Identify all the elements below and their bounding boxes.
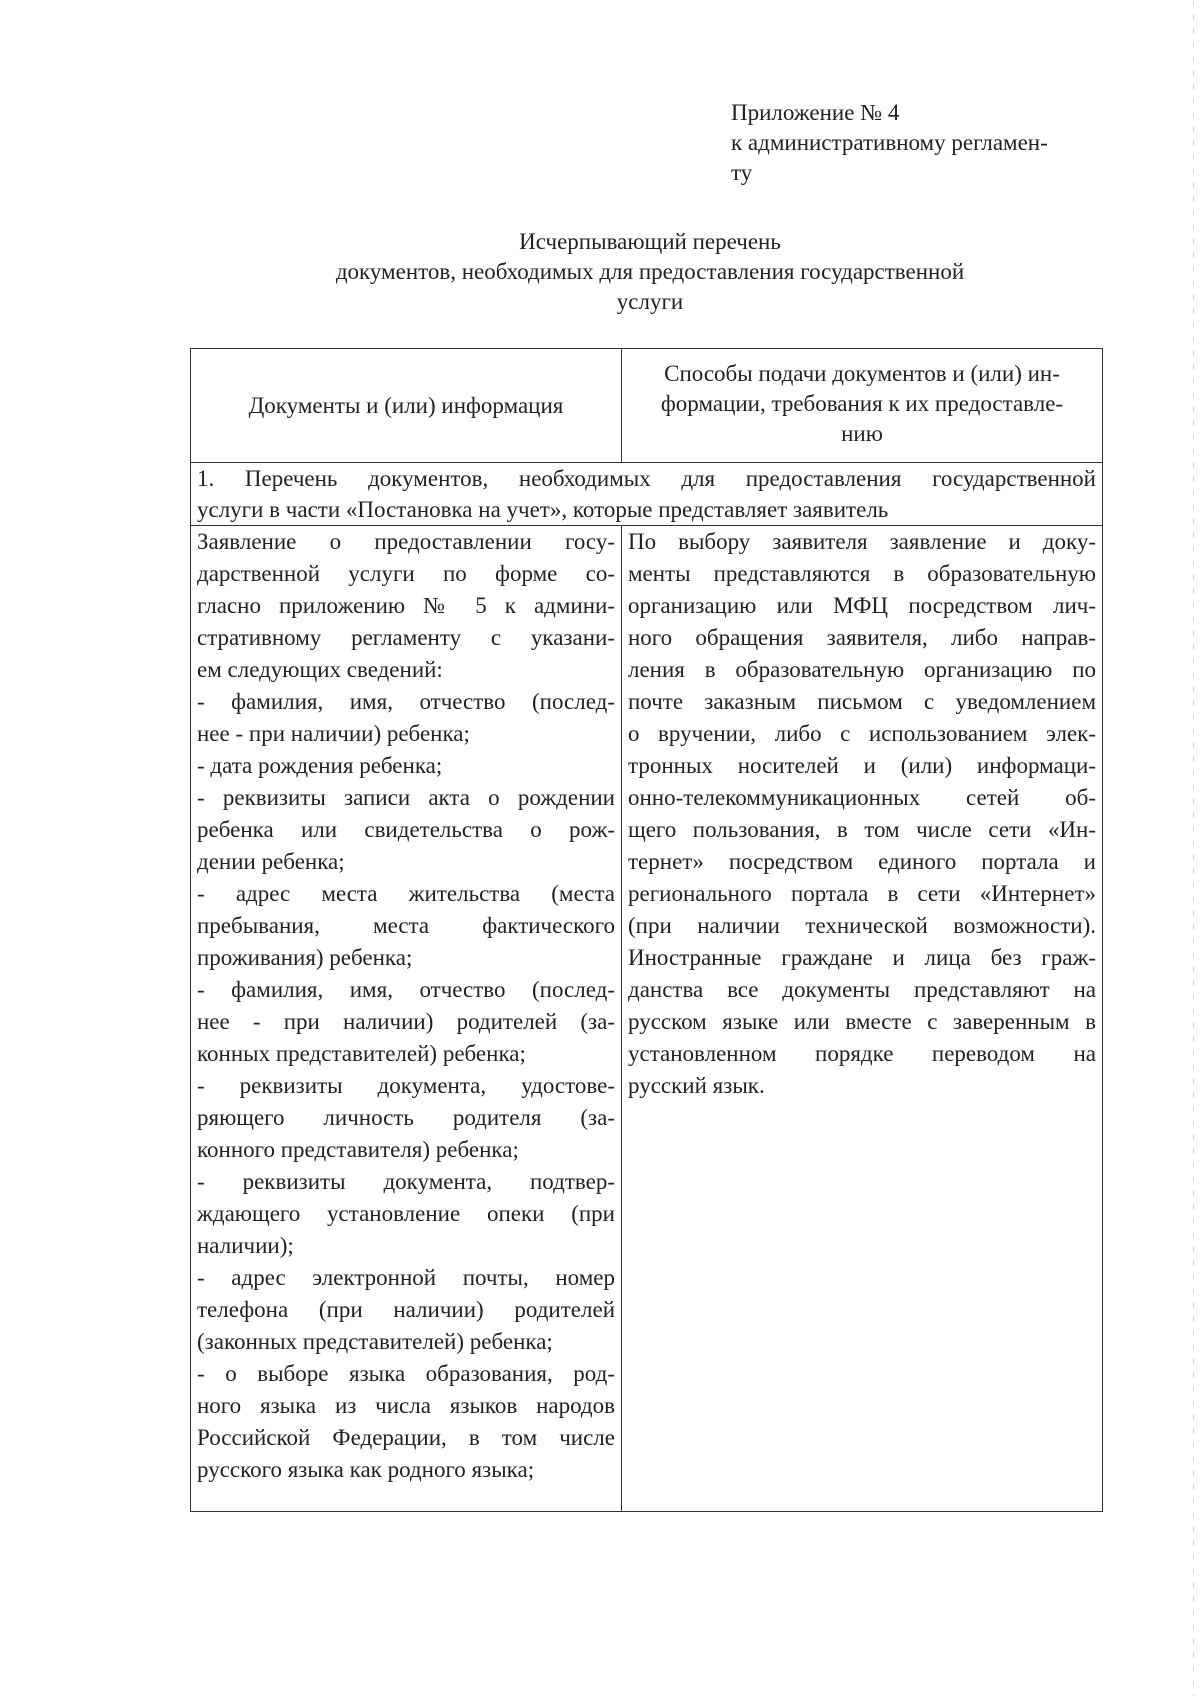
document-title [240,227,1060,317]
cell-line: нее - при наличии) ребенка; [197,721,470,746]
cell-line: ного языка из числа языков народов [197,1393,615,1418]
cell-line: ного обращения заявителя, либо направ- [628,625,1096,650]
cell-line: - реквизиты записи акта о рождении [197,785,615,810]
application-contents-cell [191,526,622,1512]
header-methods-cell [622,349,1103,463]
section-heading-cell [191,463,1103,526]
cell-line: пребывания, места фактического [197,913,615,938]
cell-line: нее - при наличии) родителей (за- [197,1009,615,1034]
cell-line: онно-телекоммуникационных сетей об- [628,785,1096,810]
cell-line: - фамилия, имя, отчество (послед- [197,977,615,1002]
cell-line: щего пользования, в том числе сети «Ин- [628,817,1096,842]
title-line-1: Исчерпывающий перечень [519,229,781,254]
section-heading-row [191,463,1103,526]
cell-line: - адрес места жительства (места [197,881,615,906]
cell-line: ждающего установление опеки (при [197,1201,615,1226]
cell-line: Иностранные граждане и лица без граж- [628,945,1096,970]
cell-line: - реквизиты документа, удостове- [197,1073,615,1098]
title-line-3: услуги [616,289,684,314]
submission-methods-cell [622,526,1103,1512]
cell-line: ления в образовательную организацию по [628,657,1096,682]
cell-line: гласно приложению № 5 к админи- [197,593,615,618]
cell-line: (при наличии технической возможности). [628,913,1096,938]
cell-line: - о выборе языка образования, род- [197,1361,615,1386]
cell-line: стративному регламенту с указани- [197,625,615,650]
cell-line: менты представляются в образовательную [628,561,1096,586]
cell-line: По выбору заявителя заявление и доку- [628,529,1096,554]
cell-line: - реквизиты документа, подтвер- [197,1169,615,1194]
section-heading-line: 1. Перечень документов, необходимых для предоставления государственной [197,466,1096,491]
header-documents-cell: Документы и (или) информация [191,349,622,463]
section-heading-line: услуги в части «Постановка на учет», которые представляет заявитель [197,497,889,522]
title-line-2: документов, необходимых для предоставления государственной [335,259,965,284]
documents-table [190,348,1103,1512]
cell-line: тронных носителей и (или) информаци- [628,753,1096,778]
cell-line: дении ребенка; [197,849,345,874]
cell-line: наличии); [197,1233,294,1258]
cell-line: - дата рождения ребенка; [197,753,443,778]
cell-line: дарственной услуги по форме со- [197,561,615,586]
cell-line: Заявление о предоставлении госу- [197,529,615,554]
cell-line: регионального портала в сети «Интернет» [628,881,1096,906]
cell-line: - адрес электронной почты, номер [197,1265,615,1290]
table-header-row [191,349,1103,463]
header-methods-line: формации, требования к их предоставле- [660,391,1064,416]
cell-line: - фамилия, имя, отчество (послед- [197,689,615,714]
scan-edge-mark [1193,0,1194,1696]
cell-line: почте заказным письмом с уведомлением [628,689,1096,714]
header-methods-line: нию [841,421,883,446]
cell-line: Российской Федерации, в том числе [197,1425,615,1450]
annex-number: Приложение № 4 [731,100,900,125]
cell-line: конных представителей) ребенка; [197,1041,526,1066]
cell-line: конного представителя) ребенка; [197,1137,519,1162]
cell-line: ряющего личность родителя (за- [197,1105,615,1130]
cell-line: о вручении, либо с использованием элек- [628,721,1096,746]
annex-reference [731,98,1111,188]
table-row [191,526,1103,1512]
cell-line: данства все документы представляют на [628,977,1096,1002]
cell-line: телефона (при наличии) родителей [197,1297,615,1322]
cell-line: ребенка или свидетельства о рож- [197,817,615,842]
cell-line: установленном порядке переводом на [628,1041,1096,1066]
cell-line: ем следующих сведений: [197,657,443,682]
cell-line: (законных представителей) ребенка; [197,1329,553,1354]
header-methods-line: Способы подачи документов и (или) ин- [664,361,1060,386]
cell-line: организацию или МФЦ посредством лич- [628,593,1096,618]
annex-regulation-line-end: ту [731,160,753,185]
annex-regulation-line: к административному регламен- [731,130,1048,155]
cell-line: русском языке или вместе с заверенным в [628,1009,1096,1034]
cell-line: русского языка как родного языка; [197,1457,535,1482]
cell-line: проживания) ребенка; [197,945,413,970]
cell-line: тернет» посредством единого портала и [628,849,1096,874]
cell-line: русский язык. [628,1073,765,1098]
